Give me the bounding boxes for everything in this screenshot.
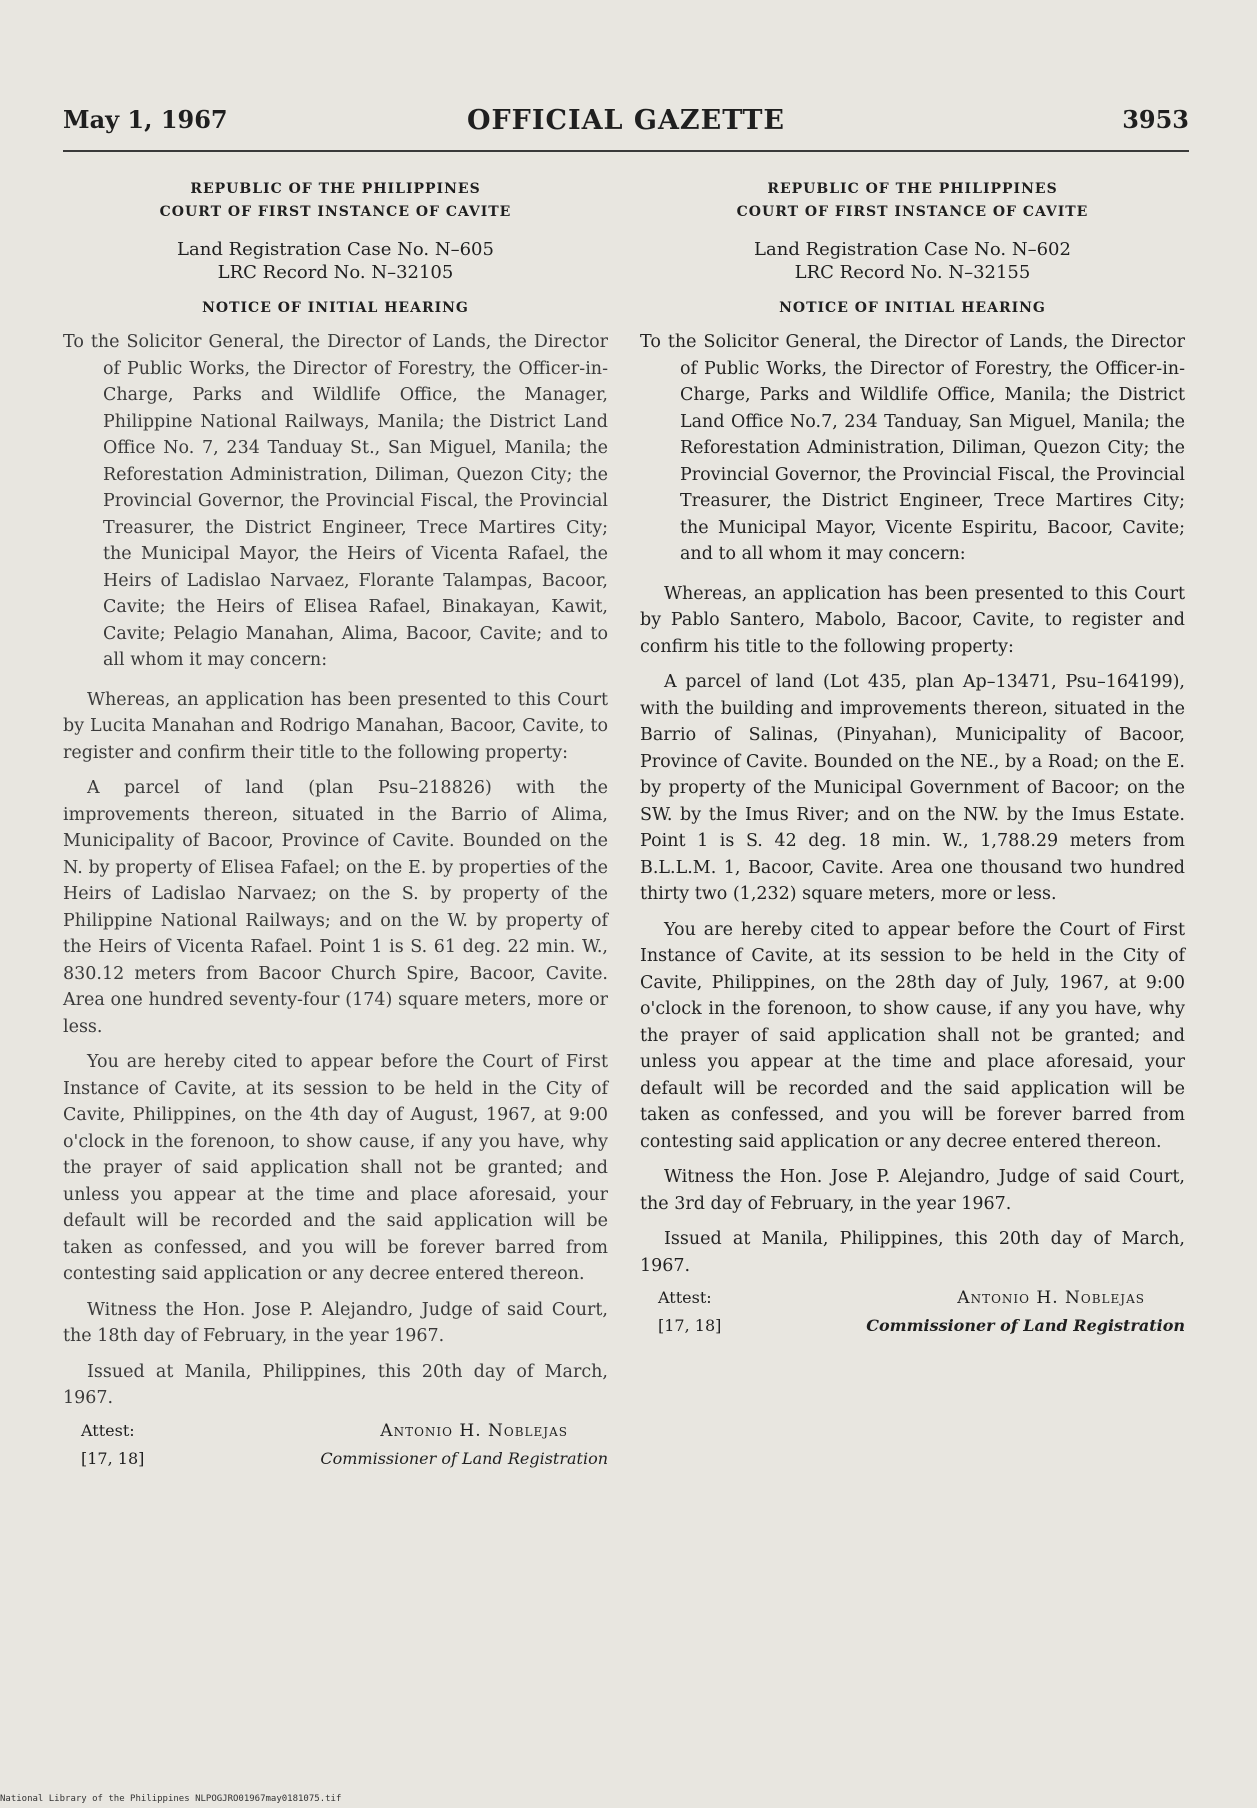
- court-caption: COURT OF FIRST INSTANCE OF CAVITE: [736, 204, 1089, 220]
- header-rule: [63, 150, 1189, 152]
- address-paragraph: To the Solicitor General, the Director of Lands, the Director of Public Works, the Director of Forestry, the Officer-in-Charge, Parks and Wildlife Office, the Manager, Philippine National Railways, Manila; the District Land Office No. 7, 234 Tanduay St., San Miguel, Manila; the Reforestation Administration, Diliman, Quezon City; the Provincial Governor, the Provincial Fiscal, the Provincial Treasurer, the District Engineer, Trece Martires City; the Municipal Mayor, the Heirs of Vicenta Rafael, the Heirs of Ladislao Narvaez, Florante Talampas, Bacoor, Cavite; the Heirs of Elisea Rafael, Binakayan, Kawit, Cavite; Pelagio Manahan, Alima, Bacoor, Cavite; and to all whom it may concern:: [63, 332, 608, 670]
- attest-label: Attest:: [658, 1288, 712, 1307]
- notice-right: [640, 178, 1185, 1354]
- page-header: [63, 105, 1189, 139]
- issued-paragraph: Issued at Manila, Philippines, this 20th day of March, 1967.: [640, 1229, 1185, 1276]
- whereas-paragraph: Whereas, an application has been presented to this Court by Pablo Santero, Mabolo, Bacoor, Cavite, to register and confirm his title to the following property:: [640, 583, 1185, 657]
- citation-paragraph: You are hereby cited to appear before the Court of First Instance of Cavite, at its session to be held in the City of Cavite, Philippines, on the 4th day of August, 1967, at 9:00 o'clock in the forenoon, to show cause, if any you have, why the prayer of said application shall not be granted; and unless you appear at the time and place aforesaid, your default will be recorded and the said application will be taken as confessed, and you will be forever barred from contesting said application or any decree entered thereon.: [63, 1052, 608, 1284]
- property-paragraph: A parcel of land (Lot 435, plan Ap–13471, Psu–164199), with the building and improvements thereon, situated in the Barrio of Salinas, (Pinyahan), Municipality of Bacoor, Province of Cavite. Bounded on the NE., by a Road; on the E. by property of the Municipal Government of Bacoor; on the SW. by the Imus River; and on the NW. by the Imus Estate. Point 1 is S. 42 deg. 18 min. W., 1,788.29 meters from B.L.L.M. 1, Bacoor, Cavite. Area one thousand two hundred thirty two (1,232) square meters, more or less.: [640, 672, 1185, 904]
- citation-paragraph: You are hereby cited to appear before the Court of First Instance of Cavite, at its session to be held in the City of Cavite, Philippines, on the 28th day of July, 1967, at 9:00 o'clock in the forenoon, to show cause, if any you have, why the prayer of said application shall not be granted; and unless you appear at the time and place aforesaid, your default will be recorded and the said application will be taken as confessed, and you will be forever barred from contesting said application or any decree entered thereon.: [640, 919, 1185, 1152]
- issued-paragraph: Issued at Manila, Philippines, this 20th day of March, 1967.: [63, 1361, 608, 1408]
- scan-footer: National Library of the Philippines NLPOGJRO01967may0181075.tif: [0, 1794, 342, 1804]
- signer-title: Commissioner of Land Registration: [866, 1316, 1185, 1335]
- header-title: OFFICIAL GAZETTE: [466, 105, 786, 136]
- case-number: Land Registration Case No. N–602: [754, 239, 1071, 260]
- record-number: LRC Record No. N–32155: [794, 262, 1031, 283]
- notice-left: [63, 178, 608, 1487]
- court-caption: COURT OF FIRST INSTANCE OF CAVITE: [159, 204, 512, 220]
- attest-label: Attest:: [81, 1420, 135, 1440]
- republic-caption: REPUBLIC OF THE PHILIPPINES: [190, 181, 481, 197]
- issue-reference: [17, 18]: [658, 1316, 722, 1335]
- signer-name: Antonio H. Noblejas: [957, 1288, 1145, 1308]
- signature-block: [63, 1421, 608, 1487]
- notice-heading: NOTICE OF INITIAL HEARING: [779, 300, 1046, 316]
- record-number: LRC Record No. N–32105: [217, 262, 454, 283]
- notice-heading: NOTICE OF INITIAL HEARING: [202, 300, 469, 316]
- issue-reference: [17, 18]: [81, 1448, 145, 1468]
- property-paragraph: A parcel of land (plan Psu–218826) with the improvements thereon, situated in the Barrio of Alima, Municipality of Bacoor, Province of Cavite. Bounded on the N. by property of Elisea Fafael; on the E. by properties of the Heirs of Ladislao Narvaez; on the S. by property of the Philippine National Railways; and on the W. by property of the Heirs of Vicenta Rafael. Point 1 is S. 61 deg. 22 min. W., 830.12 meters from Bacoor Church Spire, Bacoor, Cavite. Area one hundred seventy-four (174) square meters, more or less.: [63, 778, 608, 1037]
- whereas-paragraph: Whereas, an application has been presented to this Court by Lucita Manahan and Rodrigo Manahan, Bacoor, Cavite, to register and confirm their title to the following property:: [63, 689, 608, 763]
- witness-paragraph: Witness the Hon. Jose P. Alejandro, Judge of said Court, the 3rd day of February, in the year 1967.: [640, 1167, 1185, 1214]
- header-date: May 1, 1967: [63, 105, 228, 134]
- witness-paragraph: Witness the Hon. Jose P. Alejandro, Judge of said Court, the 18th day of February, in the year 1967.: [63, 1299, 608, 1346]
- signature-block: [640, 1288, 1185, 1354]
- republic-caption: REPUBLIC OF THE PHILIPPINES: [767, 181, 1058, 197]
- signer-title: Commissioner of Land Registration: [320, 1448, 608, 1468]
- page-number: 3953: [1122, 105, 1189, 134]
- signer-name: Antonio H. Noblejas: [380, 1420, 568, 1441]
- case-number: Land Registration Case No. N–605: [177, 239, 494, 260]
- address-paragraph: To the Solicitor General, the Director of Lands, the Director of Public Works, the Director of Forestry, the Officer-in-Charge, Parks and Wildlife Office, Manila; the District Land Office No.7, 234 Tanduay, San Miguel, Manila; the Reforestation Administration, Diliman, Quezon City; the Provincial Governor, the Provincial Fiscal, the Provincial Treasurer, the District Engineer, Trece Martires City; the Municipal Mayor, Vicente Espiritu, Bacoor, Cavite; and to all whom it may concern:: [640, 332, 1185, 564]
